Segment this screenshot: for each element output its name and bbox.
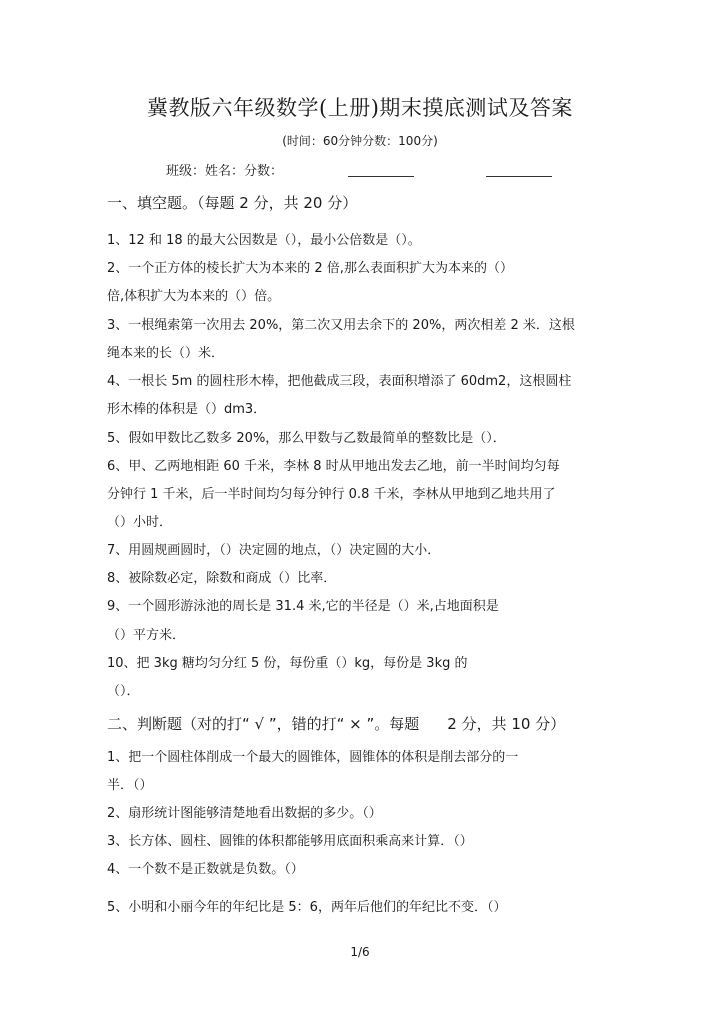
question-line: 5、假如甲数比乙数多 20%，那么甲数与乙数最简单的整数比是（）． <box>107 431 506 446</box>
question-line: 分钟行 1 千米，后一半时间均匀每分钟行 0.8 千米，李林从甲地到乙地共用了 <box>107 487 556 502</box>
page-title: 冀教版六年级数学(上册)期末摸底测试及答案 <box>147 96 573 120</box>
question-line: 5、小明和小丽今年的年纪比是 5：6，两年后他们的年纪比不变．（） <box>107 900 507 915</box>
question-line: 4、一个数不是正数就是负数。（） <box>107 862 304 877</box>
question-line: 倍,体积扩大为本来的（）倍。 <box>107 289 281 304</box>
question-line: （）． <box>107 684 140 699</box>
question-line: （）平方米． <box>107 628 186 643</box>
question-line: 半．（） <box>107 778 153 793</box>
question-line: 2、扇形统计图能够清楚地看出数据的多少。（） <box>107 806 382 821</box>
question-line: 绳本来的长（）米． <box>107 346 225 361</box>
student-info-labels: 班级：姓名：分数： <box>166 164 284 179</box>
question-line: 3、一根绳索第一次用去 20%，第二次又用去余下的 20%，两次相差 2 米．这根 <box>107 318 575 333</box>
question-line: （）小时． <box>107 515 173 530</box>
question-line: 10、把 3kg 糖均匀分红 5 份，每份重（）kg，每份是 3kg 的 <box>107 656 468 671</box>
question-line: 1、把一个圆柱体削成一个最大的圆锥体，圆锥体的体积是削去部分的一 <box>107 750 519 765</box>
section-heading-part-a: 二、判断题（对的打“ √ ”，错的打“ × ”。每题 <box>107 715 420 733</box>
question-line: 3、长方体、圆柱、圆锥的体积都能够用底面积乘高来计算．（） <box>107 834 473 849</box>
section-heading-fill-in: 一、填空题。（每题 2 分，共 20 分） <box>107 194 358 212</box>
question-line: 8、被除数必定，除数和商成（）比率． <box>107 571 337 586</box>
question-line: 1、12 和 18 的最大公因数是（），最小公倍数是（）。 <box>107 233 421 248</box>
page-number: 1/6 <box>350 945 370 959</box>
question-line: 4、一根长 5m 的圆柱形木棒，把他截成三段，表面积增添了 60dm2，这根圆柱 <box>107 374 572 389</box>
section-heading-part-b: 2 分，共 10 分） <box>447 715 566 733</box>
question-line: 9、一个圆形游泳池的周长是 31.4 米,它的半径是（）米,占地面积是 <box>107 599 499 614</box>
section-heading-true-false <box>107 713 565 734</box>
question-line: 2、一个正方体的棱长扩大为本来的 2 倍,那么表面积扩大为本来的（） <box>107 261 513 276</box>
question-line: 形木棒的体积是（）dm3． <box>107 402 267 417</box>
question-line: 7、用圆规画圆时，（）决定圆的地点，（）决定圆的大小． <box>107 543 441 558</box>
question-line: 6、甲、乙两地相距 60 千米，李林 8 时从甲地出发去乙地，前一半时间均匀每 <box>107 459 560 474</box>
exam-time-score: (时间：60分钟分数：100分) <box>282 134 438 148</box>
score-blank-line <box>486 176 552 177</box>
name-blank-line <box>348 176 414 177</box>
